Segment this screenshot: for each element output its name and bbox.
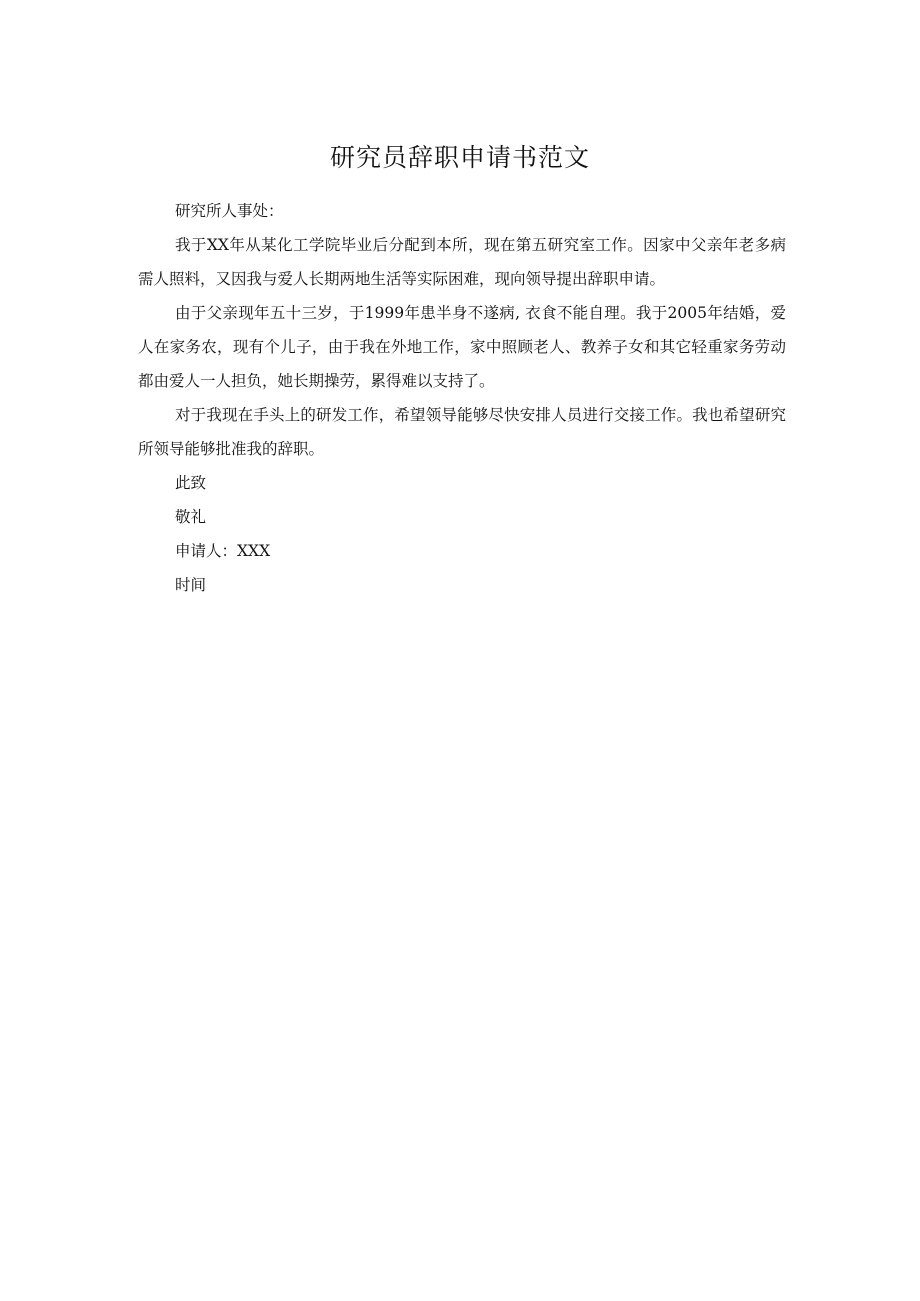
document-title: 研究员辞职申请书范文: [329, 143, 590, 172]
paragraph-1: 我于XX年从某化工学院毕业后分配到本所，现在第五研究室工作。因家中父亲年老多病需人照料，又因我与爱人长期两地生活等实际困难，现向领导提出辞职申请。: [138, 236, 786, 288]
closing-greeting: 此致: [175, 474, 207, 492]
salutation: 研究所人事处：: [175, 202, 284, 220]
closing-salute: 敬礼: [175, 508, 207, 526]
document-body: [138, 194, 786, 602]
paragraph-3: 对于我现在手头上的研发工作，希望领导能够尽快安排人员进行交接工作。我也希望研究所领导能够批准我的辞职。: [138, 406, 786, 458]
paragraph-2: 由于父亲现年五十三岁，于1999年患半身不遂病, 衣食不能自理。我于2005年结婚，爱人在家务农，现有个儿子，由于我在外地工作，家中照顾老人、教养子女和其它轻重家务劳动都由爱人一人担负，她长期操劳，累得难以支持了。: [138, 304, 786, 390]
applicant-signature: 申请人：XXX: [175, 542, 271, 560]
date-label: 时间: [175, 576, 207, 594]
